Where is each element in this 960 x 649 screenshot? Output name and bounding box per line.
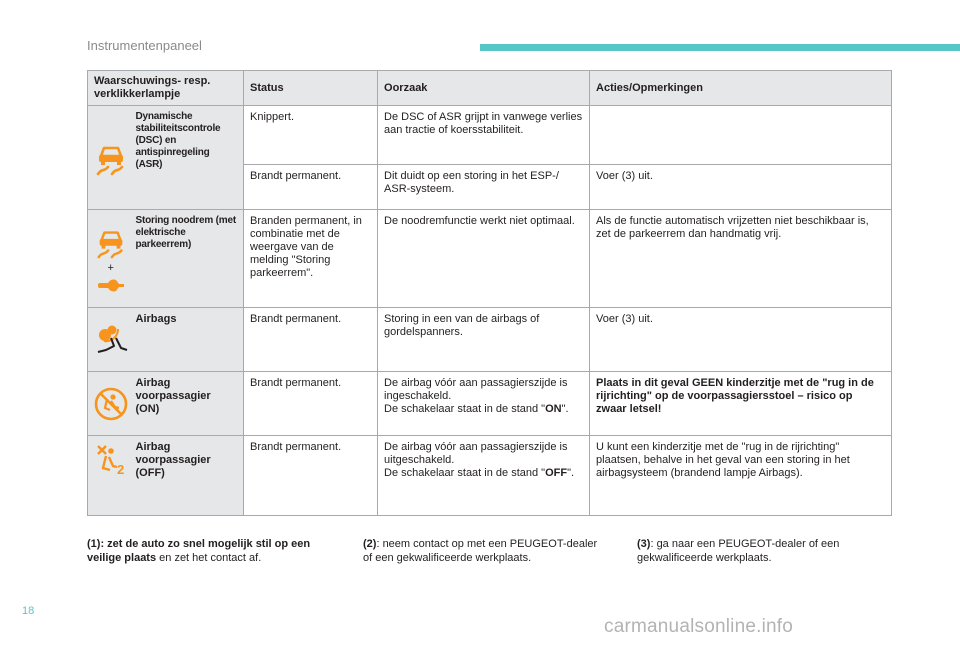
warning-lamps-table xyxy=(87,70,892,516)
header-cause: Oorzaak xyxy=(378,71,590,106)
status-cell: Knippert. xyxy=(244,106,378,165)
footnote-1-text: en zet het contact af. xyxy=(156,552,262,564)
status-cell: Branden permanent, in combinatie met de weergave van de melding "Storing parkeerrem". xyxy=(244,210,378,308)
cause-cell: Storing in een van de airbags of gordelspanners. xyxy=(378,308,590,372)
footnote-3-text: : ga naar een PEUGEOT-dealer of een gekwalificeerde werkplaats. xyxy=(637,538,840,564)
svg-text:2: 2 xyxy=(116,462,124,476)
table-row xyxy=(88,308,892,372)
icon-cell xyxy=(88,106,134,210)
lamp-name: Airbags xyxy=(134,308,244,372)
table-row xyxy=(88,372,892,436)
cause-cell xyxy=(378,436,590,516)
footnote-2-text: : neem contact op met een PEUGEOT-dealer of een gekwalificeerde werkplaats. xyxy=(363,538,598,564)
lamp-name: Storing noodrem (met elektrische parkeerrem) xyxy=(134,210,244,308)
cause-end: ". xyxy=(561,403,569,415)
actions-cell: U kunt een kinderzitje met de "rug in de rijrichting" plaatsen, behalve in het geval van een storing in het airbagsysteem (brandend lampje Airbags). xyxy=(590,436,892,516)
table-header-row xyxy=(88,71,892,106)
table-row xyxy=(88,106,892,165)
actions-cell: Voer (3) uit. xyxy=(590,165,892,210)
icon-cell xyxy=(88,372,134,436)
header-status: Status xyxy=(244,71,378,106)
status-cell: Brandt permanent. xyxy=(244,372,378,436)
header-lamp: Waarschuwings- resp. verklikkerlampje xyxy=(88,71,244,106)
icon-cell xyxy=(88,308,134,372)
section-title: Instrumentenpaneel xyxy=(87,38,202,53)
status-cell: Brandt permanent. xyxy=(244,165,378,210)
actions-cell xyxy=(590,106,892,165)
wrench-icon xyxy=(95,277,127,293)
cause-switch-state: OFF xyxy=(545,467,568,479)
section-accent-bar xyxy=(480,44,960,51)
cause-line: De airbag vóór aan passagierszijde is ingeschakeld. xyxy=(384,377,568,402)
actions-cell: Voer (3) uit. xyxy=(590,308,892,372)
cause-line: De airbag vóór aan passagierszijde is uitgeschakeld. xyxy=(384,441,568,466)
icon-cell xyxy=(88,210,134,308)
footnote-3-bold: (3) xyxy=(637,538,651,550)
header-actions: Acties/Opmerkingen xyxy=(590,71,892,106)
cause-switch-state: ON xyxy=(545,403,562,415)
status-cell: Brandt permanent. xyxy=(244,436,378,516)
table-row xyxy=(88,436,892,516)
icon-cell xyxy=(88,436,134,516)
footnote-1-bold: (1): zet de auto zo snel mogelijk stil op een veilige plaats xyxy=(87,538,311,564)
skid-car-icon xyxy=(94,225,128,259)
plus-sign: + xyxy=(107,261,114,274)
passenger-airbag-off-icon xyxy=(94,442,128,476)
airbag-icon xyxy=(94,324,128,356)
cause-cell xyxy=(378,372,590,436)
footnote-1 xyxy=(87,537,337,565)
table-row xyxy=(88,210,892,308)
actions-cell: Plaats in dit geval GEEN kinderzitje met de "rug in de rijrichting" op de voorpassagiersstoel – risico op zwaar letsel! xyxy=(590,372,892,436)
actions-cell: Als de functie automatisch vrijzetten niet beschikbaar is, zet de parkeerrem dan handmatig vrij. xyxy=(590,210,892,308)
watermark: carmanualsonline.info xyxy=(604,616,794,637)
page-number: 18 xyxy=(22,605,35,617)
lamp-name: Airbag voorpassagier (ON) xyxy=(134,372,244,436)
footnote-2-bold: (2) xyxy=(363,538,377,550)
passenger-airbag-on-icon xyxy=(93,386,129,422)
cause-line: De schakelaar staat in de stand " xyxy=(384,403,546,415)
lamp-name: Airbag voorpassagier (OFF) xyxy=(134,436,244,516)
cause-cell: De DSC of ASR grijpt in vanwege verlies aan tractie of koersstabiliteit. xyxy=(378,106,590,165)
status-cell: Brandt permanent. xyxy=(244,308,378,372)
footnote-2 xyxy=(363,537,599,565)
skid-car-icon xyxy=(94,140,128,176)
cause-line: De schakelaar staat in de stand " xyxy=(384,467,546,479)
cause-cell: Dit duidt op een storing in het ESP-/ ASR-systeem. xyxy=(378,165,590,210)
lamp-name: Dynamische stabiliteitscontrole (DSC) en antispinregeling (ASR) xyxy=(134,106,244,210)
footnote-3 xyxy=(637,537,877,565)
cause-cell: De noodremfunctie werkt niet optimaal. xyxy=(378,210,590,308)
cause-end: ". xyxy=(567,467,575,479)
